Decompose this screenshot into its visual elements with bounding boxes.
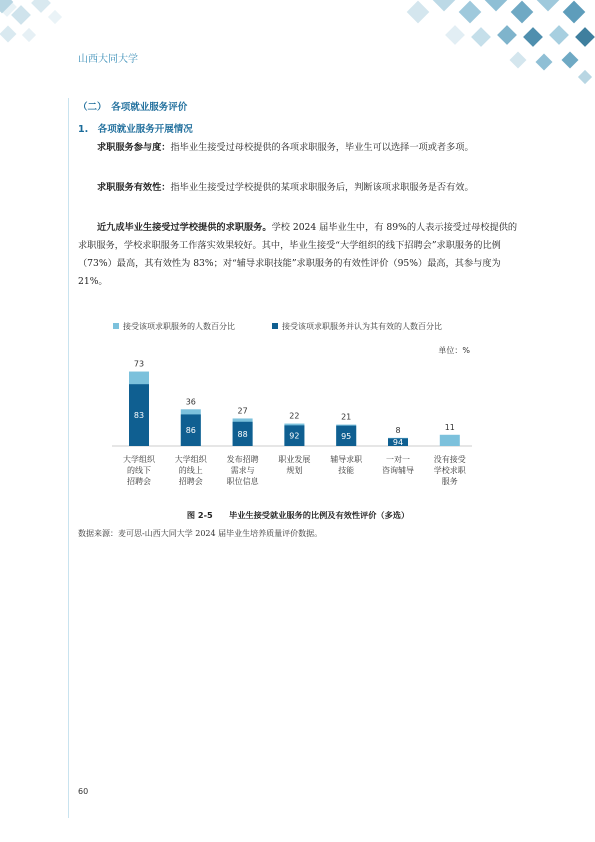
category-label: 辅导求职 [330, 455, 363, 464]
category-label: 职位信息 [226, 477, 259, 486]
category-label: 一对一 [386, 455, 410, 464]
category-label: 技能 [338, 466, 355, 475]
data-label-effective: 95 [341, 431, 352, 441]
legend-label-effective: 接受该项求职服务并认为其有效的人数百分比 [282, 322, 442, 331]
figure-caption: 图 2-5 毕业生接受就业服务的比例及有效性评价（多选） [186, 510, 410, 520]
bar-participation [440, 435, 460, 446]
category-label: 发布招聘 [226, 455, 259, 464]
category-label: 学校求职 [433, 466, 466, 475]
data-label-participation: 11 [444, 422, 455, 432]
legend-swatch-effective [272, 323, 278, 329]
data-label-effective: 88 [237, 429, 248, 439]
unit-label: 单位：% [438, 346, 470, 355]
category-label: 大学组织 [123, 455, 155, 464]
data-source: 数据来源：麦可思-山西大同大学 2024 届毕业生培养质量评价数据。 [78, 529, 323, 538]
category-label: 没有接受 [433, 455, 466, 464]
data-label-participation: 22 [289, 411, 300, 421]
category-label: 需求与 [230, 466, 255, 475]
category-label: 服务 [441, 477, 458, 486]
category-label: 的线下 [127, 466, 151, 475]
data-label-effective: 92 [289, 431, 300, 441]
paragraph-lead: 求职服务参与度： [97, 142, 171, 153]
data-label-participation: 8 [395, 425, 401, 435]
legend-swatch-participation [113, 323, 119, 329]
data-label-participation: 27 [237, 406, 248, 416]
page-number: 60 [78, 787, 89, 796]
data-label-participation: 21 [341, 412, 352, 422]
subsection-title: 1. 各项就业服务开展情况 [78, 124, 193, 135]
category-label: 规划 [286, 466, 303, 475]
section-title: （二） 各项就业服务评价 [78, 102, 188, 113]
paragraph-text: 指毕业生接受过母校提供的各项求职服务，毕业生可以选择一项或者多项。 [170, 142, 474, 153]
paragraph-text: 学校 2024 届毕业生中，有 89%的人表示接受过母校提供的求职服务，学校求职服务工作落实效果较好。其中，毕业生接受“大学组织的线下招聘会”求职服务的比例（73%）最高，其有效性为 83%；对“辅导求职技能”求职服务的有效性评价（95%）最高，其参与度为 21%。 [78, 222, 518, 287]
category-label: 招聘会 [127, 477, 151, 486]
paragraph-text: 指毕业生接受过学校提供的某项求职服务后，判断该项求职服务是否有效。 [170, 182, 474, 193]
category-label: 职业发展 [278, 455, 311, 464]
paragraph-lead: 求职服务有效性： [97, 182, 171, 193]
data-label-effective: 86 [185, 426, 196, 436]
legend-label-participation: 接受该项求职服务的人数百分比 [123, 322, 235, 331]
data-label-participation: 36 [185, 397, 196, 407]
category-label: 招聘会 [178, 477, 203, 486]
data-label-participation: 73 [133, 359, 145, 369]
paragraph-lead: 近九成毕业生接受过学校提供的求职服务。 [97, 222, 272, 233]
data-label-effective: 83 [133, 411, 145, 421]
school-name: 山西大同大学 [78, 54, 138, 65]
data-label-effective: 94 [392, 438, 404, 448]
category-label: 大学组织 [174, 455, 207, 464]
category-label: 咨询辅导 [382, 466, 414, 475]
category-label: 的线上 [178, 466, 203, 475]
